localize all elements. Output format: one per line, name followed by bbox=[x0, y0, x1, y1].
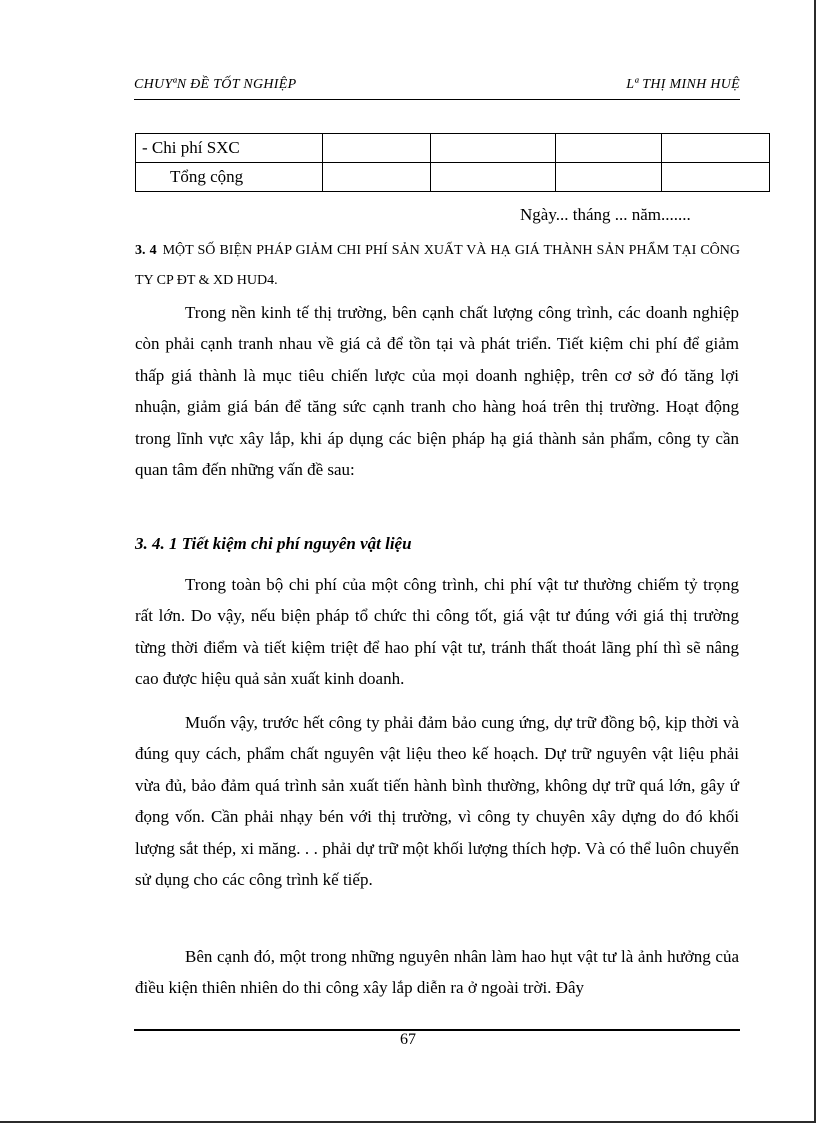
table-row bbox=[136, 163, 770, 192]
table-cell bbox=[323, 163, 431, 192]
table-cell bbox=[431, 134, 556, 163]
table-cell bbox=[662, 163, 770, 192]
table-row-label: - Chi phí SXC bbox=[136, 134, 323, 163]
subheading: 3. 4. 1 Tiết kiệm chi phí nguyên vật liệu bbox=[135, 534, 412, 553]
table-cell bbox=[556, 163, 662, 192]
table-cell bbox=[662, 134, 770, 163]
paragraph: Bên cạnh đó, một trong những nguyên nhân làm hao hụt vật tư là ảnh hưởng của điều kiện thiên nhiên do thi công xây lắp diễn ra ở ngoài trời. Đây bbox=[135, 947, 739, 998]
paragraph: Trong nền kinh tế thị trường, bên cạnh chất lượng công trình, các doanh nghiệp còn phải cạnh tranh nhau về giá cả để tồn tại và phát triển. Tiết kiệm chi phí để giảm thấp giá thành là mục tiêu chiến lược của mọi doanh nghiệp, trên cơ sở đó tăng lợi nhuận, giảm giá bán để tăng sức cạnh tranh cho hàng hoá trên thị trường. Hoạt động trong lĩnh vực xây lắp, khi áp dụng các biện pháp hạ giá thành sản phẩm, công ty cần quan tâm đến những vấn đề sau: bbox=[135, 303, 739, 480]
running-header bbox=[134, 77, 740, 100]
section-number: 3. 4 bbox=[135, 243, 157, 258]
header-title: CHUYªN ĐỀ TỐT NGHIỆP bbox=[134, 77, 297, 92]
cost-table bbox=[135, 133, 770, 192]
section-title-text: MỘT SỐ BIỆN PHÁP GIẢM CHI PHÍ SẢN XUẤT VÀ HẠ GIÁ THÀNH SẢN PHẨM TẠI CÔNG TY CP ĐT & XD HUD4. bbox=[135, 243, 741, 288]
header-author: Lª THỊ MINH HUỆ bbox=[626, 77, 740, 92]
page-number: 67 bbox=[400, 1031, 416, 1048]
date-line: Ngày... tháng ... năm....... bbox=[520, 205, 691, 224]
paragraph: Trong toàn bộ chi phí của một công trình, chi phí vật tư thường chiếm tỷ trọng rất lớn. Do vậy, nếu biện pháp tổ chức thi công tốt, giá vật tư đúng với giá thị trường từng thời điểm và tiết kiệm triệt để hao phí vật tư, tránh thất thoát lãng phí thì sẽ nâng cao được hiệu quả sản xuất kinh doanh. bbox=[135, 575, 739, 689]
table-row bbox=[136, 134, 770, 163]
table-row-label: Tổng cộng bbox=[136, 163, 323, 192]
table-cell bbox=[556, 134, 662, 163]
table-cell bbox=[431, 163, 556, 192]
section-heading bbox=[135, 236, 740, 296]
table-cell bbox=[323, 134, 431, 163]
paragraph: Muốn vậy, trước hết công ty phải đảm bảo cung ứng, dự trữ đồng bộ, kịp thời và đúng quy cách, phẩm chất nguyên vật liệu theo kế hoạch. Dự trữ nguyên vật liệu phải vừa đủ, bảo đảm quá trình sản xuất tiến hành bình thường, không dự trữ quá lớn, gây ứ đọng vốn. Cần phải nhạy bén với thị trường, vì công ty chuyên xây dựng do đó khối lượng sắt thép, xi măng. . . phải dự trữ một khối lượng thích hợp. Và có thể luôn chuyển sử dụng cho các công trình kế tiếp. bbox=[135, 713, 739, 890]
